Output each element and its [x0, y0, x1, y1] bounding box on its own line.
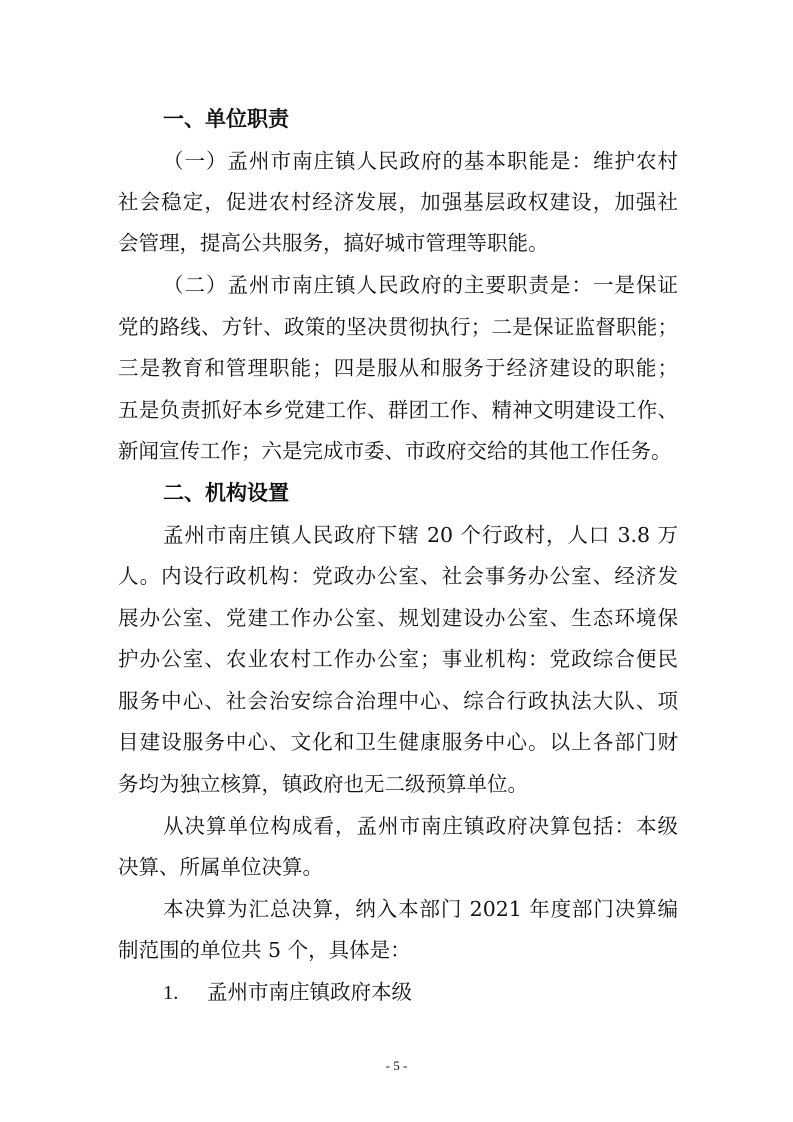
list-item — [163, 977, 412, 1008]
list-item-text: 孟州市南庄镇政府本级 — [207, 980, 412, 1004]
text-line: 新闻宣传工作；六是完成市委、市政府交给的其他工作任务。 — [118, 439, 672, 463]
section-heading-organization: 二、机构设置 — [163, 481, 289, 505]
page-number: - 5 - — [385, 1058, 408, 1073]
text-line: 目建设服务中心、文化和卫生健康服务中心。以上各部门财 — [118, 730, 678, 754]
text-line: 孟州市南庄镇人民政府下辖 20 个行政村，人口 3.8 万 — [163, 523, 678, 547]
text-line: 决算、所属单位决算。 — [118, 855, 323, 879]
text-line: 务均为独立核算，镇政府也无二级预算单位。 — [118, 772, 528, 796]
text-line: 会管理，提高公共服务，搞好城市管理等职能。 — [118, 231, 549, 255]
text-line: 五是负责抓好本乡党建工作、群团工作、精神文明建设工作、 — [118, 398, 678, 422]
text-line: 展办公室、党建工作办公室、规划建设办公室、生态环境保 — [118, 606, 678, 630]
text-line: 护办公室、农业农村工作办公室；事业机构：党政综合便民 — [118, 647, 678, 671]
text-line: 从决算单位构成看，孟州市南庄镇政府决算包括：本级 — [163, 814, 678, 838]
text-line: （二）孟州市南庄镇人民政府的主要职责是：一是保证 — [163, 273, 678, 297]
text-line: 三是教育和管理职能；四是服从和服务于经济建设的职能； — [118, 356, 678, 380]
text-line: 服务中心、社会治安综合治理中心、综合行政执法大队、项 — [118, 689, 678, 713]
text-line: 党的路线、方针、政策的坚决贯彻执行；二是保证监督职能； — [118, 315, 678, 339]
text-line: 本决算为汇总决算，纳入本部门 2021 年度部门决算编 — [163, 897, 678, 921]
text-line: 制范围的单位共 5 个，具体是： — [118, 938, 411, 962]
list-item-number: 1. — [163, 982, 179, 1004]
text-line: 人。内设行政机构：党政办公室、社会事务办公室、经济发 — [118, 564, 678, 588]
text-line: （一）孟州市南庄镇人民政府的基本职能是：维护农村 — [163, 149, 678, 173]
section-heading-responsibilities: 一、单位职责 — [163, 107, 289, 131]
text-line: 社会稳定，促进农村经济发展，加强基层政权建设，加强社 — [118, 190, 678, 214]
